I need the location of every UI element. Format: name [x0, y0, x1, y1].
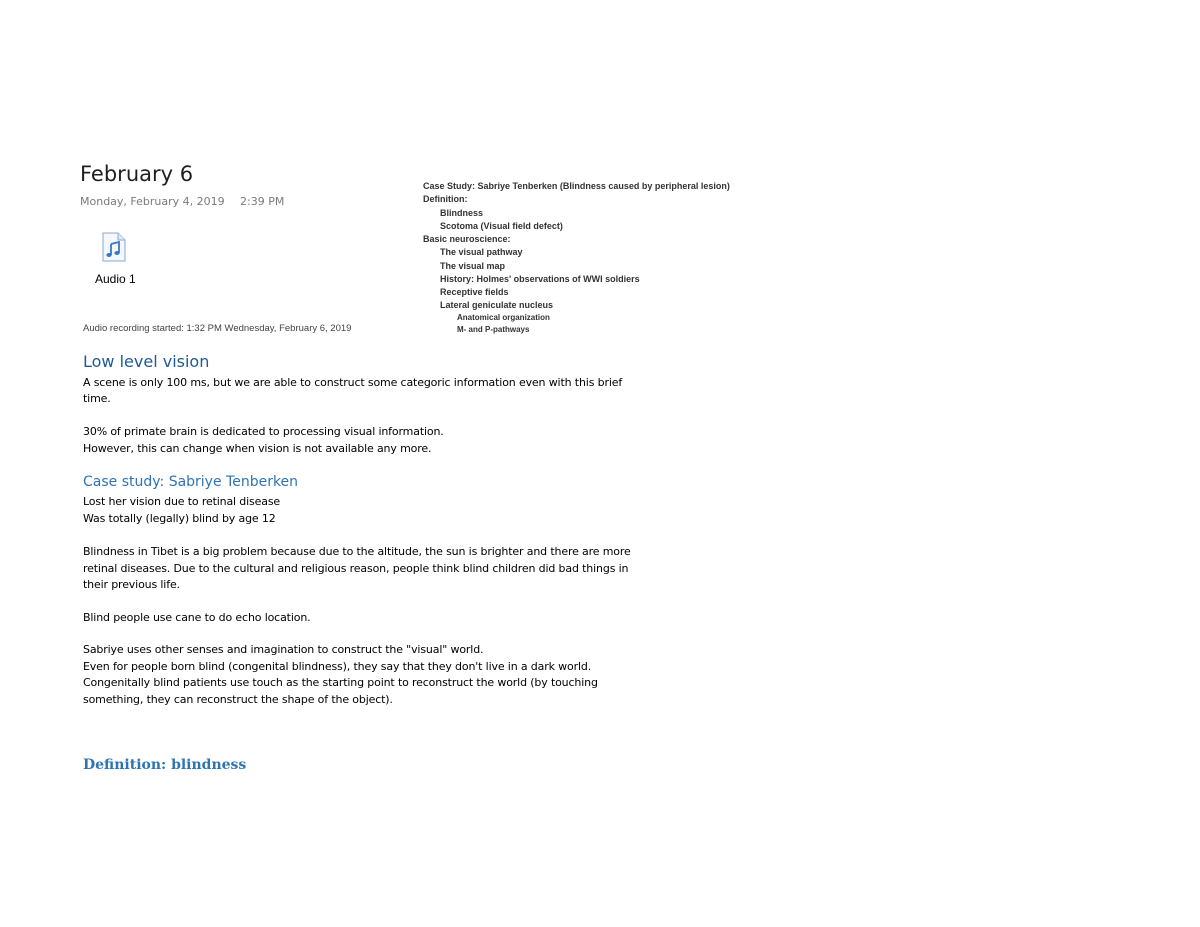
outline-item: The visual pathway — [440, 247, 523, 257]
outline-item: Basic neuroscience: — [423, 234, 511, 244]
paragraph-line: 30% of primate brain is dedicated to processing visual information. — [83, 425, 444, 438]
audio-recording-started: Audio recording started: 1:32 PM Wednesday, February 6, 2019 — [83, 323, 352, 334]
outline-item: Case Study: Sabriye Tenberken (Blindness caused by peripheral lesion) — [423, 181, 730, 191]
section-heading-case-study: Case study: Sabriye Tenberken — [83, 474, 299, 490]
paragraph-line: time. — [83, 392, 111, 405]
outline-item: Lateral geniculate nucleus — [440, 300, 554, 310]
page-time: 2:39 PM — [240, 195, 285, 208]
paragraph-line: their previous life. — [83, 578, 180, 591]
audio-file-icon-graphic — [102, 232, 126, 262]
paragraph-line: However, this can change when vision is not available any more. — [83, 442, 432, 455]
outline-item: Receptive fields — [440, 287, 509, 297]
outline-item: Blindness — [440, 208, 484, 218]
paragraph-line: Congenitally blind patients use touch as the starting point to reconstruct the world (by touching — [83, 676, 598, 689]
outline-item: Scotoma (Visual field defect) — [440, 221, 563, 231]
section-heading-definition-blindness: Definition: blindness — [83, 757, 247, 773]
paragraph-line: Blind people use cane to do echo location. — [83, 611, 311, 624]
outline-item: M- and P-pathways — [457, 325, 530, 334]
paragraph-line: Lost her vision due to retinal disease — [83, 495, 281, 508]
page-title: February 6 — [80, 162, 194, 186]
paragraph-line: retinal diseases. Due to the cultural and religious reason, people think blind children did bad things in — [83, 562, 629, 575]
paragraph-line: A scene is only 100 ms, but we are able to construct some categoric information even with this brief — [83, 376, 623, 389]
outline-item: Definition: — [423, 194, 468, 204]
paragraph-line: Was totally (legally) blind by age 12 — [83, 512, 276, 525]
paragraph-line: Even for people born blind (congenital blindness), they say that they don't live in a dark world. — [83, 660, 592, 673]
audio-attachment-label[interactable]: Audio 1 — [95, 272, 136, 286]
paragraph-line: something, they can reconstruct the shape of the object). — [83, 693, 393, 706]
outline-item: The visual map — [440, 261, 506, 271]
audio-file-icon[interactable] — [102, 232, 126, 262]
outline-item: History: Holmes' observations of WWI soldiers — [440, 274, 640, 284]
paragraph-line: Blindness in Tibet is a big problem because due to the altitude, the sun is brighter and there are more — [83, 545, 631, 558]
section-heading-low-level-vision: Low level vision — [83, 352, 210, 371]
outline-item: Anatomical organization — [457, 313, 550, 322]
paragraph-line: Sabriye uses other senses and imagination to construct the "visual" world. — [83, 643, 484, 656]
page-date: Monday, February 4, 2019 — [80, 195, 225, 208]
